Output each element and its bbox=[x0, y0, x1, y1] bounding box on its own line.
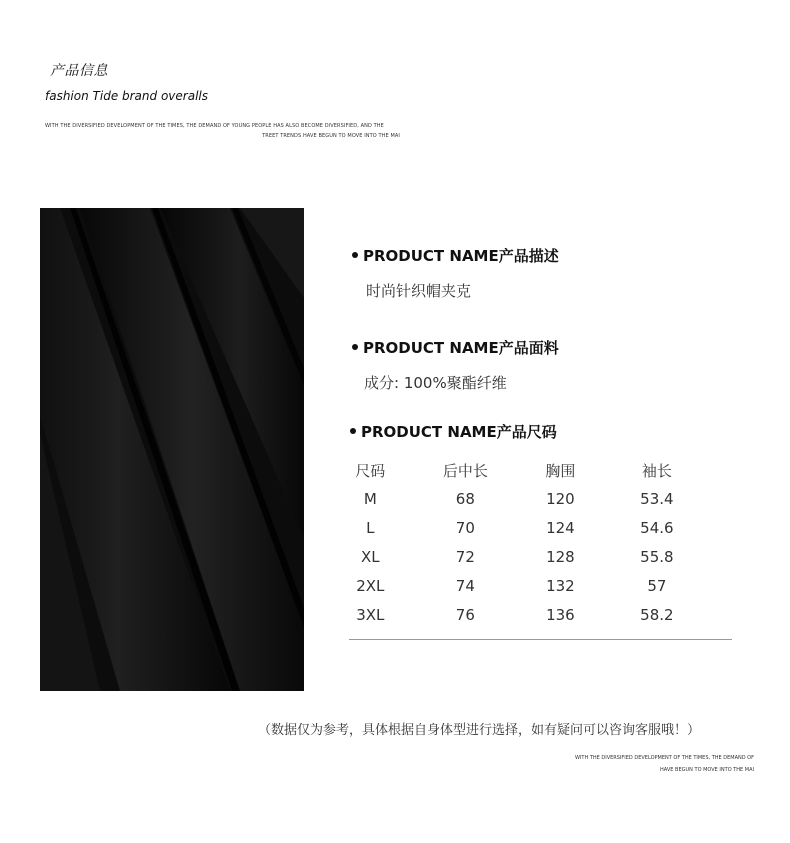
table-cell: XL bbox=[360, 547, 380, 566]
table-cell: 58.2 bbox=[640, 605, 674, 624]
header-tagline-line2: TREET TRENDS HAVE BEGUN TO MOVE INTO THE MAI bbox=[262, 133, 400, 139]
table-row bbox=[349, 600, 732, 629]
table-cell: 3XL bbox=[356, 605, 385, 624]
table-cell: 124 bbox=[546, 518, 575, 537]
description-value: 时尚针织帽夹克 bbox=[366, 282, 472, 300]
footer-tagline bbox=[540, 752, 754, 776]
table-cell: 53.4 bbox=[640, 489, 674, 508]
table-cell: 136 bbox=[546, 605, 575, 624]
table-cell: M bbox=[363, 489, 377, 508]
page-title: 产品信息 bbox=[50, 63, 108, 79]
footer-tagline-line1: WITH THE DIVERSIFIED DEVELOPMENT OF THE TIMES, THE DEMAND OF bbox=[575, 755, 754, 761]
column-header: 胸围 bbox=[545, 461, 576, 480]
disclaimer-note: （数据仅为参考，具体根据自身体型进行选择，如有疑问可以咨询客服哦！） bbox=[258, 723, 701, 738]
table-cell: 70 bbox=[455, 518, 475, 537]
fabric-photo bbox=[40, 208, 304, 691]
column-header: 袖长 bbox=[641, 461, 672, 480]
table-row bbox=[349, 513, 732, 542]
table-cell: 128 bbox=[546, 547, 575, 566]
table-cell: 74 bbox=[455, 576, 475, 595]
table-divider bbox=[349, 639, 732, 640]
table-cell: 55.8 bbox=[640, 547, 674, 566]
column-header: 尺码 bbox=[355, 461, 386, 480]
bullet-icon bbox=[352, 252, 358, 258]
fabric-value: 成分: 100%聚酯纤维 bbox=[364, 374, 507, 392]
column-header: 后中长 bbox=[442, 461, 488, 480]
size-title-text: PRODUCT NAME产品尺码 bbox=[361, 423, 557, 441]
description-title-text: PRODUCT NAME产品描述 bbox=[363, 247, 559, 265]
table-cell: 2XL bbox=[356, 576, 385, 595]
fabric-drape-image bbox=[40, 208, 304, 691]
header-tagline-line1: WITH THE DIVERSIFIED DEVELOPMENT OF THE TIMES, THE DEMAND OF YOUNG PEOPLE HAS ALSO BECOME DIVERSIFIED, AND THE bbox=[45, 123, 384, 129]
table-cell: L bbox=[366, 518, 375, 537]
table-row bbox=[349, 542, 732, 571]
page-subtitle: fashion Tide brand overalls bbox=[45, 89, 208, 103]
bullet-icon bbox=[350, 428, 356, 434]
footer-tagline-line2: HAVE BEGUN TO MOVE INTO THE MAI bbox=[660, 767, 754, 773]
bullet-icon bbox=[352, 344, 358, 350]
table-cell: 72 bbox=[455, 547, 475, 566]
table-cell: 120 bbox=[546, 489, 575, 508]
table-cell: 76 bbox=[455, 605, 475, 624]
table-row bbox=[349, 484, 732, 513]
table-cell: 54.6 bbox=[640, 518, 674, 537]
description-title bbox=[352, 245, 559, 266]
table-cell: 132 bbox=[546, 576, 575, 595]
fabric-title bbox=[352, 337, 559, 358]
table-cell: 68 bbox=[455, 489, 475, 508]
size-table-header bbox=[349, 456, 732, 484]
size-table bbox=[349, 456, 732, 629]
table-cell: 57 bbox=[647, 576, 667, 595]
table-row bbox=[349, 571, 732, 600]
fabric-title-text: PRODUCT NAME产品面料 bbox=[363, 339, 559, 357]
header-tagline bbox=[45, 121, 400, 141]
size-title bbox=[350, 421, 557, 442]
